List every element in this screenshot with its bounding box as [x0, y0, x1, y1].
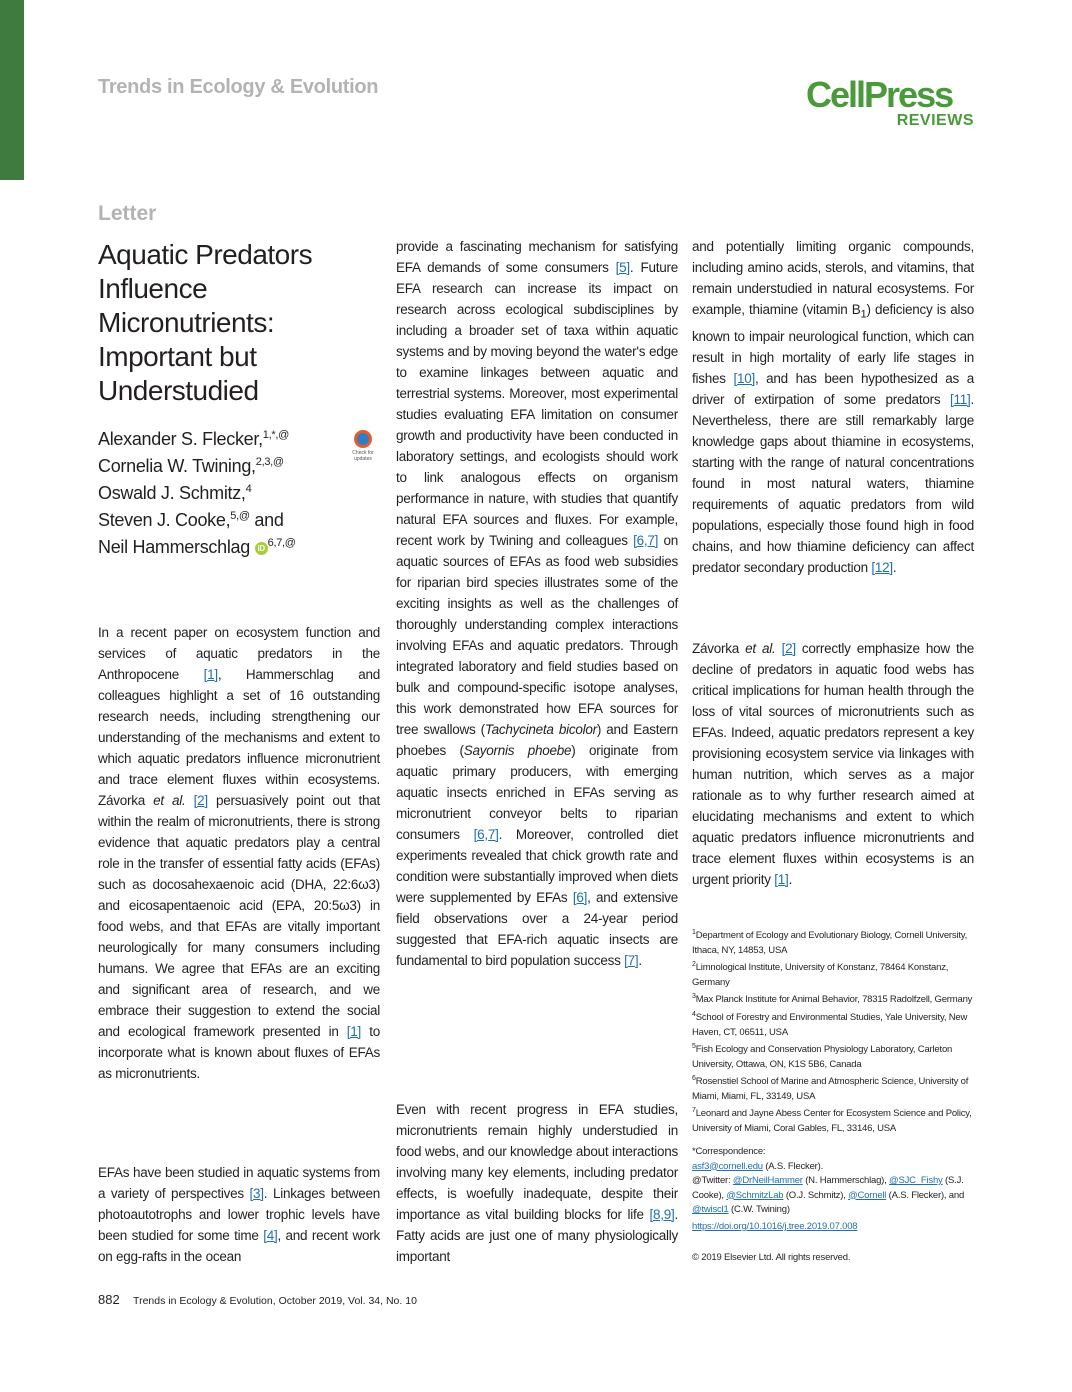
affiliation-item: $^2$Limnological Institute, University of Konstanz, 78464 Konstanz, Germany [692, 961, 949, 988]
correspondence-email-line: asf3@cornell.edu (A.S. Flecker). [692, 1160, 824, 1172]
doi-link[interactable]: https://doi.org/10.1016/j.tree.2019.07.008 [692, 1221, 858, 1232]
author-2[interactable]: Cornelia W. Twining,$^{2,3,@}$ [98, 456, 284, 476]
paragraph: Even with recent progress in EFA studies, micronutrients remain highly understudied in food webs, and our knowledge about interactions involving many key elements, including predator effects, is woefully inadequate, despite their importance as vital building blocks for life [8,9]. Fatty acids are just one of many physiologically important [396, 1102, 678, 1264]
body-column-3 [692, 236, 974, 578]
body-column-1b [98, 1162, 380, 1267]
reference-link[interactable]: [4] [263, 1228, 278, 1243]
journal-color-bar [0, 0, 24, 180]
reference-link[interactable]: [6,7] [473, 827, 499, 842]
copyright-notice: © 2019 Elsevier Ltd. All rights reserved. [692, 1252, 851, 1263]
reference-link[interactable]: [11] [949, 391, 971, 407]
affiliation-item: $^1$Department of Ecology and Evolutionary Biology, Cornell University, Ithaca, NY, 14853, USA [692, 929, 968, 956]
affiliation-item: $^3$Max Planck Institute for Animal Behavior, 78315 Radolfzell, Germany [692, 993, 973, 1006]
reference-link[interactable]: [5] [615, 260, 630, 275]
body-column-3b [692, 638, 974, 890]
reference-link[interactable]: [7] [624, 953, 639, 968]
reference-link[interactable]: [1] [203, 667, 218, 682]
correspondence-label: *Correspondence: [692, 1146, 766, 1157]
paragraph: provide a fascinating mechanism for satisfying EFA demands of some consumers [5]. Future EFA research can increase its impact on research across ecological subdisciplines by including a broader set of taxa within aquatic systems and by moving beyond the water's edge to examine linkages between aquatic and terrestrial systems. Moreover, most experimental studies evaluating EFA limitation on consumer growth and productivity have been conducted in laboratory settings, and ecologists should work to link analogous effects on organism performance in nature, with studies that quantify natural EFA sources and fluxes. For example, recent work by Twining and colleagues [6,7] on aquatic sources of EFAs as food web subsidies for riparian bird species illustrates some of the exciting insights as well as the challenges of thoroughly understanding complex interactions involving EFAs and aquatic predators. Through integrated laboratory and field studies based on bulk and compound-specific isotope analyses, this work demonstrated how EFA sources for tree swallows (Tachycineta bicolor) and Eastern phoebes (Sayornis phoebe) originate from aquatic primary producers, with emerging aquatic insects enriched in EFAs serving as micronutrient conveyor belts to riparian consumers [6,7]. Moreover, controlled diet experiments revealed that chick growth rate and condition were substantially improved when diets were supplemented by EFAs [6], and extensive field observations over a 24-year period suggested that EFA-rich aquatic insects are fundamental to bird population success [7]. [396, 239, 679, 968]
footer-citation: Trends in Ecology & Evolution, October 2019, Vol. 34, No. 10 [133, 1295, 417, 1307]
check-for-updates-badge[interactable] [348, 430, 378, 464]
check-updates-label: Check for updates [352, 450, 374, 462]
reference-link[interactable]: [6] [572, 890, 588, 905]
reference-link[interactable]: [10] [733, 370, 755, 386]
twitter-link[interactable]: @DrNeilHammer [732, 1175, 803, 1186]
logo-cellpress-text: CellPress [806, 74, 953, 115]
twitter-link[interactable]: @SchmitzLab [726, 1189, 784, 1201]
reference-link[interactable]: [6,7] [633, 533, 659, 548]
journal-name: Trends in Ecology & Evolution [98, 76, 379, 98]
affiliation-item: $^4$School of Forestry and Environmental Studies, Yale University, New Haven, CT, 06511, USA [692, 1010, 968, 1038]
orcid-icon[interactable]: iD [255, 542, 268, 555]
reference-link[interactable]: [12] [871, 559, 893, 575]
email-link[interactable]: asf3@cornell.edu [692, 1160, 763, 1172]
affiliation-item: $^6$Rosenstiel School of Marine and Atmospheric Science, University of Miami, Miami, FL, 33149, USA [692, 1075, 969, 1102]
twitter-link[interactable]: @SJC_Fishy [889, 1175, 943, 1186]
author-3[interactable]: Oswald J. Schmitz,$^4$ [98, 483, 252, 503]
cellpress-logo [806, 76, 976, 132]
paragraph: Závorka et al. [2] correctly emphasize how the decline of predators in aquatic food webs has critical implications for human health through the loss of vital sources of micronutrients such as EFAs. Indeed, aquatic predators represent a key provisioning ecosystem service via linkages with human nutrition, which serves as a major rationale as to why further research aimed at elucidating mechanisms and extent to which aquatic predators influence micronutrients and trace element fluxes within ecosystems is an urgent priority [1]. [692, 641, 974, 887]
body-column-2 [396, 236, 678, 971]
reference-link[interactable]: [1] [774, 872, 789, 887]
paragraph: EFAs have been studied in aquatic systems from a variety of perspectives [3]. Linkages between photoautotrophs and lower trophic levels have been studied for some time [4], and recent work on egg-rafts in the ocean [98, 1165, 380, 1264]
author-4[interactable]: Steven J. Cooke,$^{5,@}$ and [98, 510, 284, 530]
article-title: Aquatic Predators Influence Micronutrients: Important but Understudied [98, 239, 313, 406]
article-type: Letter [98, 202, 157, 225]
body-column-2b [396, 1099, 678, 1267]
twitter-link[interactable]: @twiscl1 [692, 1204, 729, 1215]
affiliation-item: $^7$Leonard and Jayne Abess Center for Ecosystem Science and Policy, University of Miami, Coral Gables, FL, 33146, USA [692, 1107, 972, 1135]
reference-link[interactable]: [2] [193, 793, 208, 808]
affiliations [692, 926, 977, 1137]
reference-link[interactable]: [1] [346, 1024, 362, 1039]
paragraph: In a recent paper on ecosystem function and services of aquatic predators in the Anthropocene [1], Hammerschlag and colleagues highlight a set of 16 outstanding research needs, including strengthening our understanding of the mechanisms and extent to which aquatic predators influence micronutrient and trace element fluxes within ecosystems. Závorka et al. [2] persuasively point out that within the realm of micronutrients, there is strong evidence that aquatic predators play a central role in the transfer of essential fatty acids (EFAs) such as docosahexaenoic acid (DHA, 22:6ω3) and eicosapentaenoic acid (EPA, 20:5ω3) in food webs, and that EFAs are vitally important neurologically for many consumers including humans. We agree that EFAs are an exciting and significant area of research, and we embrace their suggestion to extend the social and ecological framework presented in [1] to incorporate what is known about fluxes of EFAs as micronutrients. [98, 625, 380, 1081]
correspondence [692, 1145, 977, 1218]
paragraph: and potentially limiting organic compounds, including amino acids, sterols, and vitamins, that remain understudied in natural ecosystems. For example, thiamine (vitamin $B_1$) deficiency is also known to impair neurological function, which can result in high mortality of early life stages in fishes [10], and has been hypothesized as a driver of extirpation of some predators [11]. Nevertheless, there are still remarkably large knowledge gaps about thiamine in ecosystems, starting with the range of natural concentrations found in most natural waters, thiamine requirements of aquatic predators from wild populations, especially those found high in food chains, and how thiamine deficiency can affect predator secondary production [12]. [692, 239, 974, 575]
page-number: 882 [98, 1292, 120, 1307]
check-updates-icon [354, 430, 372, 448]
body-column-1 [98, 622, 380, 1084]
logo-reviews-text: REVIEWS [896, 112, 974, 129]
author-5[interactable]: Neil Hammerschlag iD $^{6,7,@}$ [98, 537, 296, 557]
reference-link[interactable]: [2] [781, 641, 796, 656]
reference-link[interactable]: [3] [249, 1186, 264, 1201]
twitter-line: @Twitter: @DrNeilHammer (N. Hammerschlag), @SJC_Fishy (S.J. Cooke), @SchmitzLab (O.J. Schmitz), @Cornell (A.S. Flecker), and @twiscl1 (C.W. Twining) [692, 1175, 965, 1215]
page-footer [98, 1292, 417, 1307]
author-list [98, 424, 348, 559]
reference-link[interactable]: [8,9] [649, 1207, 675, 1222]
author-1[interactable]: Alexander S. Flecker,$^{1,*,@}$ [98, 429, 289, 449]
twitter-link[interactable]: @Cornell [848, 1189, 887, 1201]
affiliation-item: $^5$Fish Ecology and Conservation Physiology Laboratory, Carleton University, Ottawa, ON, K1S 5B6, Canada [692, 1043, 953, 1070]
